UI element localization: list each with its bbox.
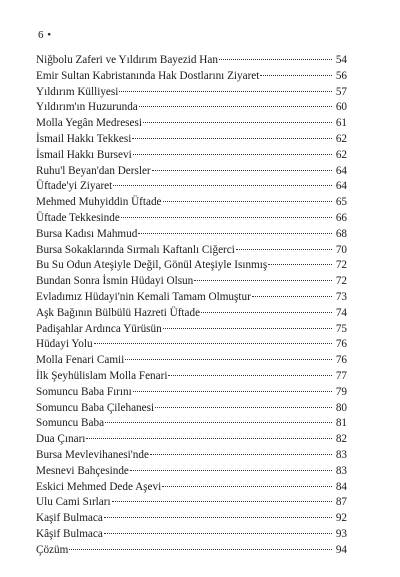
toc-dot-leader [163, 201, 332, 202]
toc-entry [36, 290, 347, 306]
toc-entry [36, 164, 347, 180]
toc-dot-leader [113, 185, 332, 186]
toc-entry-page: 70 [335, 243, 347, 256]
toc-entry [36, 179, 347, 195]
toc-dot-leader [168, 375, 332, 376]
toc-dot-leader [86, 438, 332, 439]
toc-entry [36, 274, 347, 290]
toc-entry-title: İsmail Hakkı Tekkesi [36, 132, 132, 145]
toc-dot-leader [112, 501, 332, 502]
toc-dot-leader [143, 122, 332, 123]
toc-entry-title: Ulu Cami Sırları [36, 496, 111, 509]
toc-entry-title: Aşk Bağının Bülbülü Hazreti Üftade [36, 306, 201, 319]
toc-entry-page: 72 [335, 275, 347, 288]
toc-dot-leader [194, 280, 332, 281]
toc-entry-page: 62 [335, 148, 347, 161]
toc-entry [36, 464, 347, 480]
toc-entry [36, 401, 347, 417]
toc-entry-title: Niğbolu Zaferi ve Yıldırım Bayezid Han [36, 54, 218, 66]
toc-entry-title: Çözüm [36, 543, 69, 556]
toc-entry [36, 322, 347, 338]
toc-entry [36, 337, 347, 353]
toc-entry-page: 57 [335, 85, 347, 98]
toc-entry-title: Üftade'yi Ziyaret [36, 180, 113, 193]
toc-entry-title: Yıldırım Külliyesi [36, 85, 119, 98]
toc-entry-page: 83 [335, 448, 347, 461]
toc-entry-page: 62 [335, 132, 347, 145]
toc-dot-leader [252, 296, 332, 297]
toc-dot-leader [236, 249, 332, 250]
toc-entry-page: 93 [335, 527, 347, 540]
toc-entry-title: Somuncu Baba [36, 417, 105, 430]
toc-entry-page: 72 [335, 259, 347, 272]
toc-entry-page: 82 [335, 433, 347, 446]
toc-entry-page: 76 [335, 338, 347, 351]
toc-dot-leader [121, 217, 332, 218]
toc-entry-page: 77 [335, 369, 347, 382]
toc-entry [36, 227, 347, 243]
toc-entry-page: 83 [335, 464, 347, 477]
toc-entry [36, 132, 347, 148]
toc-entry [36, 432, 347, 448]
toc-entry-title: Mehmed Muhyiddin Üftade [36, 196, 162, 209]
toc-entry-title: Bursa Kadısı Mahmud [36, 227, 138, 240]
toc-dot-leader [105, 422, 332, 423]
toc-entry-title: Bundan Sonra İsmin Hüdayi Olsun [36, 275, 194, 288]
toc-entry [36, 527, 347, 543]
toc-dot-leader [139, 106, 332, 107]
toc-entry-page: 92 [335, 512, 347, 525]
toc-entry [36, 243, 347, 259]
toc-entry-title: İlk Şeyhülislam Molla Fenari [36, 369, 168, 382]
toc-entry-title: Hüdayi Yolu [36, 338, 93, 351]
toc-dot-leader [162, 486, 332, 487]
toc-entry [36, 543, 347, 559]
toc-entry-title: Mesnevi Bahçesinde [36, 464, 129, 477]
toc-dot-leader [133, 154, 332, 155]
toc-entry-title: Bursa Mevlevihanesi'nde [36, 448, 149, 461]
page-number: 6 • [38, 29, 52, 41]
toc-dot-leader [94, 343, 332, 344]
toc-entry-page: 68 [335, 227, 347, 240]
toc-dot-leader [125, 359, 332, 360]
toc-dot-leader [268, 264, 332, 265]
toc-entry-page: 79 [335, 385, 347, 398]
toc-dot-leader [155, 407, 332, 408]
toc-entry-title: Molla Fenari Camii [36, 354, 125, 367]
toc-entry-page: 60 [335, 101, 347, 114]
toc-dot-leader [119, 91, 332, 92]
toc-dot-leader [130, 470, 332, 471]
toc-entry-title: İsmail Hakkı Bursevi [36, 148, 132, 161]
toc-entry [36, 258, 347, 274]
toc-dot-leader [201, 312, 332, 313]
toc-entry [36, 100, 347, 116]
toc-entry-page: 76 [335, 354, 347, 367]
toc-entry-title: Kâşif Bulmaca [36, 527, 103, 540]
toc-entry [36, 148, 347, 164]
toc-dot-leader [260, 75, 332, 76]
toc-entry-title: Yıldırım'ın Huzurunda [36, 101, 138, 114]
toc-entry-page: 64 [335, 180, 347, 193]
toc-entry-page: 74 [335, 306, 347, 319]
toc-dot-leader [104, 517, 332, 518]
toc-entry-page: 81 [335, 417, 347, 430]
toc-entry-title: Dua Çınarı [36, 433, 86, 446]
toc-entry-title: Bu Su Odun Ateşiyle Değil, Gönül Ateşiyle Isınmış [36, 259, 268, 272]
toc-entry [36, 448, 347, 464]
toc-entry [36, 416, 347, 432]
toc-entry-title: Emir Sultan Kabristanında Hak Dostlarını Ziyaret [36, 69, 260, 82]
toc-entry-title: Üftade Tekkesinde [36, 211, 120, 224]
toc-entry-title: Somuncu Baba Çilehanesi [36, 401, 155, 414]
toc-entry-page: 84 [335, 480, 347, 493]
toc-entry [36, 116, 347, 132]
toc-entry-title: Evladımız Hüdayi'nin Kemali Tamam Olmuştur [36, 290, 251, 303]
toc-entry [36, 480, 347, 496]
toc-entry [36, 195, 347, 211]
toc-dot-leader [104, 533, 332, 534]
toc-dot-leader [163, 328, 332, 329]
toc-entry-title: Padişahlar Ardınca Yürüsün [36, 322, 162, 335]
toc-entry-title: Kaşif Bulmaca [36, 512, 103, 525]
toc-dot-leader [138, 233, 332, 234]
toc-dot-leader [133, 391, 332, 392]
toc-dot-leader [150, 454, 332, 455]
toc-entry [36, 85, 347, 101]
table-of-contents [36, 53, 347, 559]
toc-dot-leader [152, 170, 332, 171]
toc-entry-page: 87 [335, 496, 347, 509]
toc-entry [36, 369, 347, 385]
toc-entry-page: 66 [335, 211, 347, 224]
toc-entry-page: 94 [335, 543, 347, 556]
toc-entry-page: 64 [335, 164, 347, 177]
toc-dot-leader [69, 549, 332, 550]
toc-entry [36, 511, 347, 527]
toc-entry-page: 65 [335, 196, 347, 209]
toc-entry-title: Bursa Sokaklarında Sırmalı Kaftanlı Ciğerci [36, 243, 235, 256]
toc-dot-leader [132, 138, 332, 139]
toc-entry-title: Ruhu'l Beyan'dan Dersler [36, 164, 151, 177]
toc-entry [36, 495, 347, 511]
toc-dot-leader [219, 59, 332, 60]
toc-entry [36, 211, 347, 227]
toc-entry [36, 353, 347, 369]
toc-entry-title: Molla Yegân Medresesi [36, 117, 142, 130]
toc-entry-page: 75 [335, 322, 347, 335]
toc-entry-title: Somuncu Baba Fırını [36, 385, 132, 398]
toc-entry-page: 80 [335, 401, 347, 414]
toc-entry-title: Eskici Mehmed Dede Aşevi [36, 480, 162, 493]
toc-entry-page: 61 [335, 117, 347, 130]
toc-entry [36, 306, 347, 322]
toc-entry-page: 56 [335, 69, 347, 82]
toc-entry [36, 69, 347, 85]
toc-entry [36, 53, 347, 69]
toc-entry-page: 54 [335, 54, 347, 66]
toc-entry-page: 73 [335, 290, 347, 303]
toc-entry [36, 385, 347, 401]
